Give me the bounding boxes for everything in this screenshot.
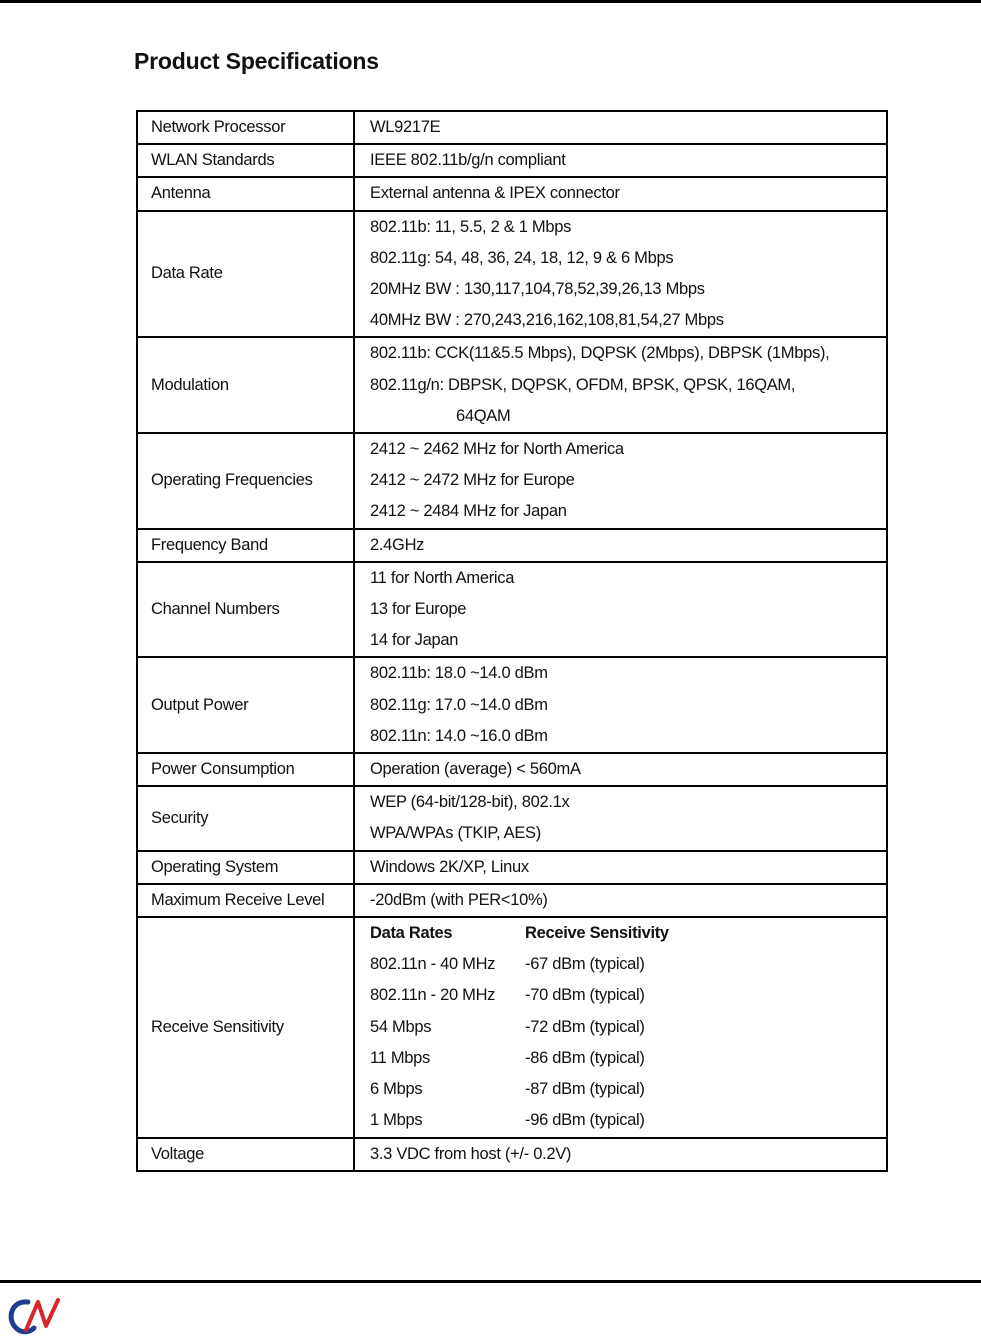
spec-value-line: Operation (average) < 560mA — [370, 760, 581, 779]
spec-value-line: 2412 ~ 2472 MHz for Europe — [370, 471, 575, 490]
sensitivity-row — [370, 1043, 873, 1074]
spec-value — [354, 211, 887, 338]
spec-row-output-power — [137, 657, 887, 753]
spec-value-line: 14 for Japan — [370, 631, 459, 650]
spec-value-line: WL9217E — [370, 118, 441, 136]
spec-value — [354, 884, 887, 917]
spec-label: Voltage — [137, 1138, 354, 1171]
spec-label: Channel Numbers — [137, 562, 354, 658]
spec-value-line: 802.11b: 18.0 ~14.0 dBm — [370, 664, 548, 683]
spec-value-line: 2412 ~ 2484 MHz for Japan — [370, 502, 567, 521]
spec-value — [354, 753, 887, 786]
spec-value — [354, 433, 887, 529]
spec-row-operating-system — [137, 851, 887, 884]
spec-value-line: 2412 ~ 2462 MHz for North America — [370, 440, 624, 459]
spec-value — [354, 562, 887, 658]
spec-row-data-rate — [137, 211, 887, 338]
spec-table — [136, 110, 888, 1172]
spec-table-body — [137, 111, 887, 1171]
spec-label: Modulation — [137, 337, 354, 433]
spec-label: Data Rate — [137, 211, 354, 338]
sensitivity-row — [370, 1105, 873, 1136]
spec-row-operating-frequencies — [137, 433, 887, 529]
sensitivity-table — [354, 917, 887, 1137]
spec-value: 3.3 VDC from host (+/- 0.2V) — [354, 1138, 887, 1171]
spec-value — [354, 657, 887, 753]
spec-value-line: 802.11g: 17.0 ~14.0 dBm — [370, 695, 548, 714]
spec-value-line: 13 for Europe — [370, 600, 467, 619]
spec-row-frequency-band — [137, 529, 887, 562]
sensitivity-row — [370, 1074, 873, 1105]
spec-value-line: -20dBm (with PER<10%) — [370, 890, 548, 909]
sensitivity-row — [370, 949, 873, 980]
sensitivity-value: -67 dBm (typical) — [525, 955, 645, 974]
spec-row-voltage — [137, 1138, 887, 1171]
spec-value — [354, 337, 887, 433]
spec-value — [354, 529, 887, 562]
spec-value-line: 64QAM — [456, 406, 511, 425]
sensitivity-header-value: Receive Sensitivity — [525, 924, 669, 943]
spec-label: Receive Sensitivity — [137, 917, 354, 1137]
sensitivity-value: -72 dBm (typical) — [525, 1017, 645, 1036]
spec-value-line: 802.11g/n: DBPSK, DQPSK, OFDM, BPSK, QPSK, 16QAM, — [370, 375, 796, 394]
spec-row-modulation — [137, 337, 887, 433]
sensitivity-rate: 54 Mbps — [370, 1017, 432, 1036]
sensitivity-rate: 6 Mbps — [370, 1080, 423, 1099]
spec-label: Frequency Band — [137, 529, 354, 562]
spec-value-line: External antenna & IPEX connector — [370, 184, 620, 203]
spec-value-line: WEP (64-bit/128-bit), 802.1x — [370, 793, 570, 812]
sensitivity-header-rate: Data Rates — [370, 924, 453, 943]
spec-label: WLAN Standards — [137, 144, 354, 177]
spec-value-line: 802.11b: CCK(11&5.5 Mbps), DQPSK (2Mbps), DBPSK (1Mbps), — [370, 344, 830, 363]
sensitivity-rate: 802.11n - 40 MHz — [370, 955, 496, 974]
spec-value-line: 802.11b: 11, 5.5, 2 & 1 Mbps — [370, 217, 572, 236]
sensitivity-row — [370, 1012, 873, 1043]
cn-logo-icon — [4, 1296, 60, 1336]
spec-row-antenna — [137, 177, 887, 210]
sensitivity-value: -87 dBm (typical) — [525, 1080, 645, 1099]
spec-label: Network Processor — [137, 111, 354, 144]
spec-label: Operating System — [137, 851, 354, 884]
spec-row-security — [137, 786, 887, 850]
sensitivity-rate: 1 Mbps — [370, 1111, 423, 1130]
spec-row-channel-numbers — [137, 562, 887, 658]
sensitivity-rate: 802.11n - 20 MHz — [370, 986, 496, 1005]
sensitivity-row — [370, 980, 873, 1011]
spec-label: Maximum Receive Level — [137, 884, 354, 917]
sensitivity-value: -70 dBm (typical) — [525, 986, 645, 1005]
spec-value-line: WPA/WPAs (TKIP, AES) — [370, 824, 541, 843]
sensitivity-header-row — [370, 918, 873, 949]
spec-label: Power Consumption — [137, 753, 354, 786]
spec-value-line: 11 for North America — [370, 568, 515, 587]
spec-value-line: 802.11n: 14.0 ~16.0 dBm — [370, 726, 548, 745]
spec-row-network-processor — [137, 111, 887, 144]
spec-value — [354, 177, 887, 210]
spec-row-power-consumption — [137, 753, 887, 786]
spec-label: Operating Frequencies — [137, 433, 354, 529]
spec-value-line: 2.4GHz — [370, 535, 425, 554]
spec-value — [354, 786, 887, 850]
page-title: Product Specifications — [134, 48, 379, 74]
spec-label: Output Power — [137, 657, 354, 753]
sensitivity-value: -86 dBm (typical) — [525, 1048, 645, 1067]
bottom-divider — [0, 1280, 981, 1283]
spec-value-line: 802.11g: 54, 48, 36, 24, 18, 12, 9 & 6 Mbps — [370, 248, 674, 267]
spec-value — [354, 144, 887, 177]
sensitivity-rate: 11 Mbps — [370, 1048, 430, 1067]
top-divider — [0, 0, 981, 3]
sensitivity-value: -96 dBm (typical) — [525, 1111, 645, 1130]
spec-value — [354, 111, 887, 144]
spec-label: Security — [137, 786, 354, 850]
spec-value-line: Windows 2K/XP, Linux — [370, 857, 529, 876]
spec-row-maximum-receive-level — [137, 884, 887, 917]
spec-row-receive-sensitivity — [137, 917, 887, 1137]
spec-value-line: IEEE 802.11b/g/n compliant — [370, 151, 566, 170]
spec-value-line: 20MHz BW : 130,117,104,78,52,39,26,13 Mbps — [370, 280, 705, 299]
spec-value-line: 40MHz BW : 270,243,216,162,108,81,54,27 Mbps — [370, 311, 724, 330]
spec-row-wlan-standards — [137, 144, 887, 177]
spec-label: Antenna — [137, 177, 354, 210]
spec-value — [354, 851, 887, 884]
